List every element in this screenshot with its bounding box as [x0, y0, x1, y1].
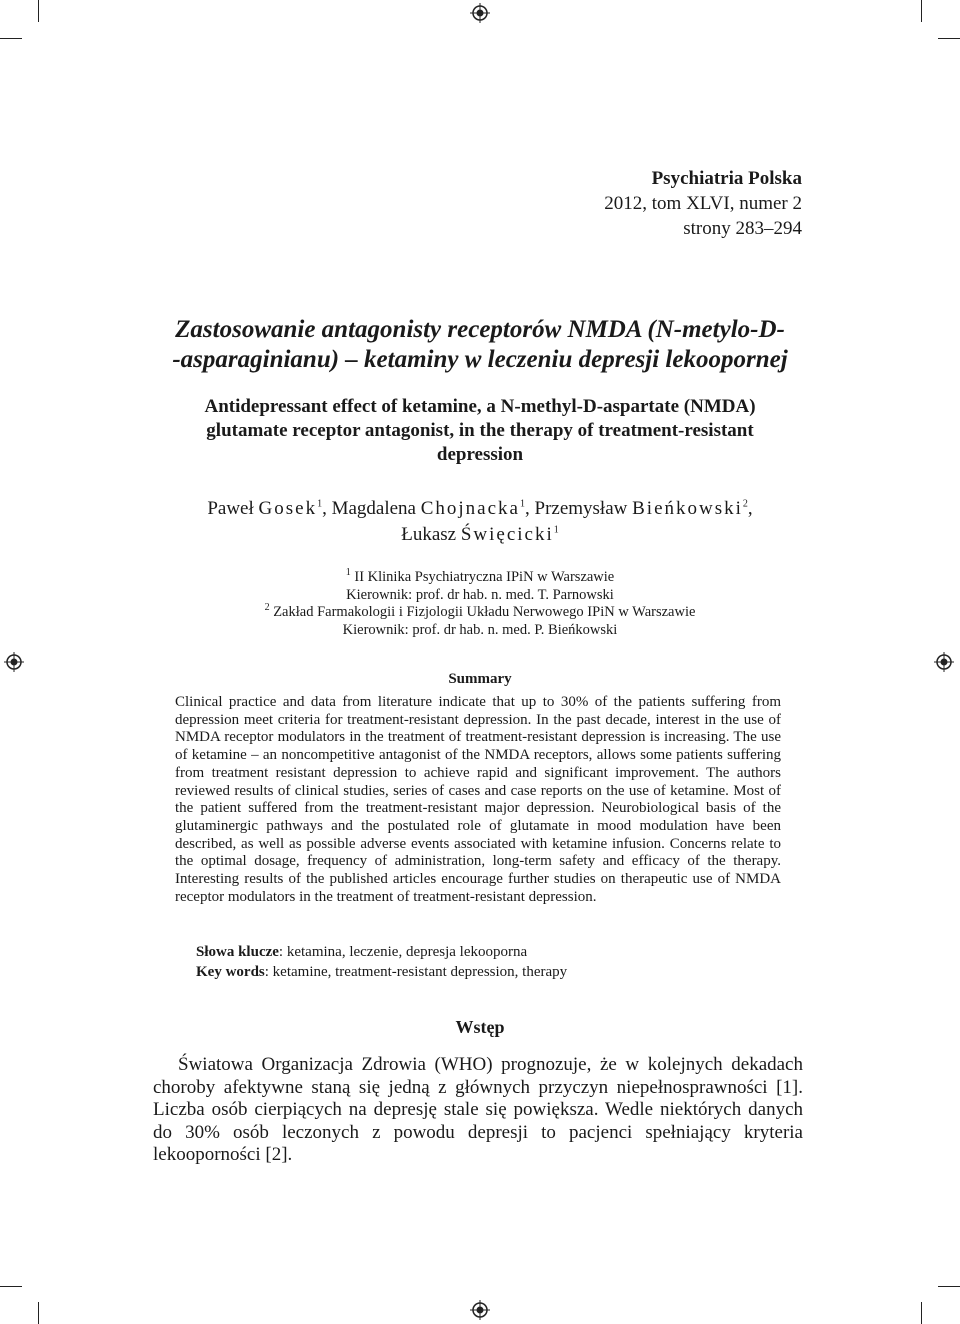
crop-mark-bottom-right [921, 1302, 922, 1324]
introduction-heading: Wstęp [455, 1017, 505, 1037]
journal-header [604, 167, 802, 242]
registration-mark-bottom-icon [470, 1300, 490, 1320]
title-polish-line-2: -asparaginianu) – ketaminy w leczeniu depresji lekoopornej [172, 346, 788, 373]
author-separator: , [747, 498, 753, 519]
keywords-english [196, 963, 567, 981]
author-line-2 [0, 523, 960, 549]
author-line-1 [0, 497, 960, 523]
author-affiliation-marker: 1 [553, 524, 559, 536]
crop-mark-bottom-left-h [0, 1286, 22, 1287]
affiliations [0, 568, 960, 638]
registration-mark-left-icon [4, 652, 24, 672]
author-list [0, 497, 960, 549]
author-first-name: , Magdalena [322, 498, 421, 519]
keywords-polish-value: : ketamina, leczenie, depresja lekooporna [278, 944, 528, 960]
crop-mark-bottom-right-h [938, 1286, 960, 1287]
author-surname: Gosek [258, 498, 318, 519]
author-affiliation-marker: 2 [742, 498, 748, 510]
crop-mark-bottom-left [38, 1302, 39, 1324]
keywords-english-value: : ketamine, treatment-resistant depression, therapy [264, 964, 568, 980]
keywords-polish [196, 943, 527, 961]
affiliation-name: Zakład Farmakologii i Fizjologii Układu Nerwowego IPiN w Warszawie [269, 604, 696, 620]
registration-mark-right-icon [934, 652, 954, 672]
affiliation-2 [0, 603, 960, 621]
summary-body [175, 694, 781, 906]
author-first-name: Paweł [207, 498, 259, 519]
summary-text: Clinical practice and data from literature indicate that up to 30% of the patients suffering from depression meet criteria for treatment-resistant depression. In the past decade, interest in the use of NMDA receptor modulators in the treatment of treatment-resistant depression is increasing. The use of ketamine – an noncompetitive antagonist of the NMDA receptors, allows some patients suffering from treatment resistant depression to achieve rapid and significant improvement. The authors reviewed results of clinical studies, series of cases and case reports on the use of ketamine. Most of the patient suffered from the treatment-resistant major depression. Neurobiological basis of the glutaminergic pathways and the postulated role of glutamate in mood modulation have been described, as well as possible adverse events associated with ketamine infusion. Concerns relate to the optimal dosage, frequency of administration, long-term safety and efficacy of the therapy. Interesting results of the published articles encourage further studies on therapeutic use of NMDA receptor modulators in the treatment of treatment-resistant depression. [175, 694, 781, 905]
author-surname: Bieńkowski [632, 498, 743, 519]
title-english-line-3: depression [436, 444, 524, 465]
title-english [0, 395, 960, 467]
affiliation-name: II Klinika Psychiatryczna IPiN w Warszawie [350, 569, 615, 585]
crop-mark-top-right-h [938, 38, 960, 39]
crop-mark-top-right [921, 0, 922, 22]
introduction-text: Światowa Organizacja Zdrowia (WHO) prognozuje, że w kolejnych dekadach choroby afektywne staną się jedną z głównych przyczyn niepełnosprawności [1]. Liczba osób cierpiących na depresję stale się powiększa. Wedle niektórych danych do 30% osób leczonych z powodu depresji to pacjenci spełniający kryteria lekooporności [2]. [153, 1054, 803, 1165]
title-polish-line-1: Zastosowanie antagonisty receptorów NMDA (N-metylo-D- [175, 316, 785, 343]
author-first-name: Łukasz [401, 524, 461, 545]
crop-mark-top-left [38, 0, 39, 22]
author-affiliation-marker: 1 [520, 498, 525, 510]
title-english-line-1: Antidepressant effect of ketamine, a N-methyl-D-aspartate (NMDA) [204, 396, 756, 417]
journal-issue: 2012, tom XLVI, numer 2 [604, 193, 802, 214]
journal-name: Psychiatria Polska [651, 168, 802, 189]
journal-pages: strony 283–294 [683, 218, 802, 239]
affiliation-marker: 2 [264, 602, 270, 614]
author-surname: Chojnacka [420, 498, 520, 519]
summary-heading: Summary [448, 671, 512, 687]
affiliation-1 [0, 568, 960, 586]
registration-mark-top-icon [470, 3, 490, 23]
introduction-body [153, 1054, 803, 1167]
keywords-english-label: Key words [196, 964, 265, 980]
affiliation-1-head: Kierownik: prof. dr hab. n. med. T. Parnowski [346, 586, 614, 603]
affiliation-marker: 1 [345, 567, 351, 579]
keywords-polish-label: Słowa klucze [196, 944, 279, 960]
affiliation-2-head: Kierownik: prof. dr hab. n. med. P. Bieńkowski [342, 621, 618, 638]
title-english-line-2: glutamate receptor antagonist, in the therapy of treatment-resistant [206, 420, 754, 441]
author-surname: Święcicki [460, 524, 554, 545]
author-affiliation-marker: 1 [317, 498, 323, 510]
author-first-name: , Przemysław [525, 498, 633, 519]
crop-mark-top-left-h [0, 38, 22, 39]
title-polish [0, 314, 960, 374]
